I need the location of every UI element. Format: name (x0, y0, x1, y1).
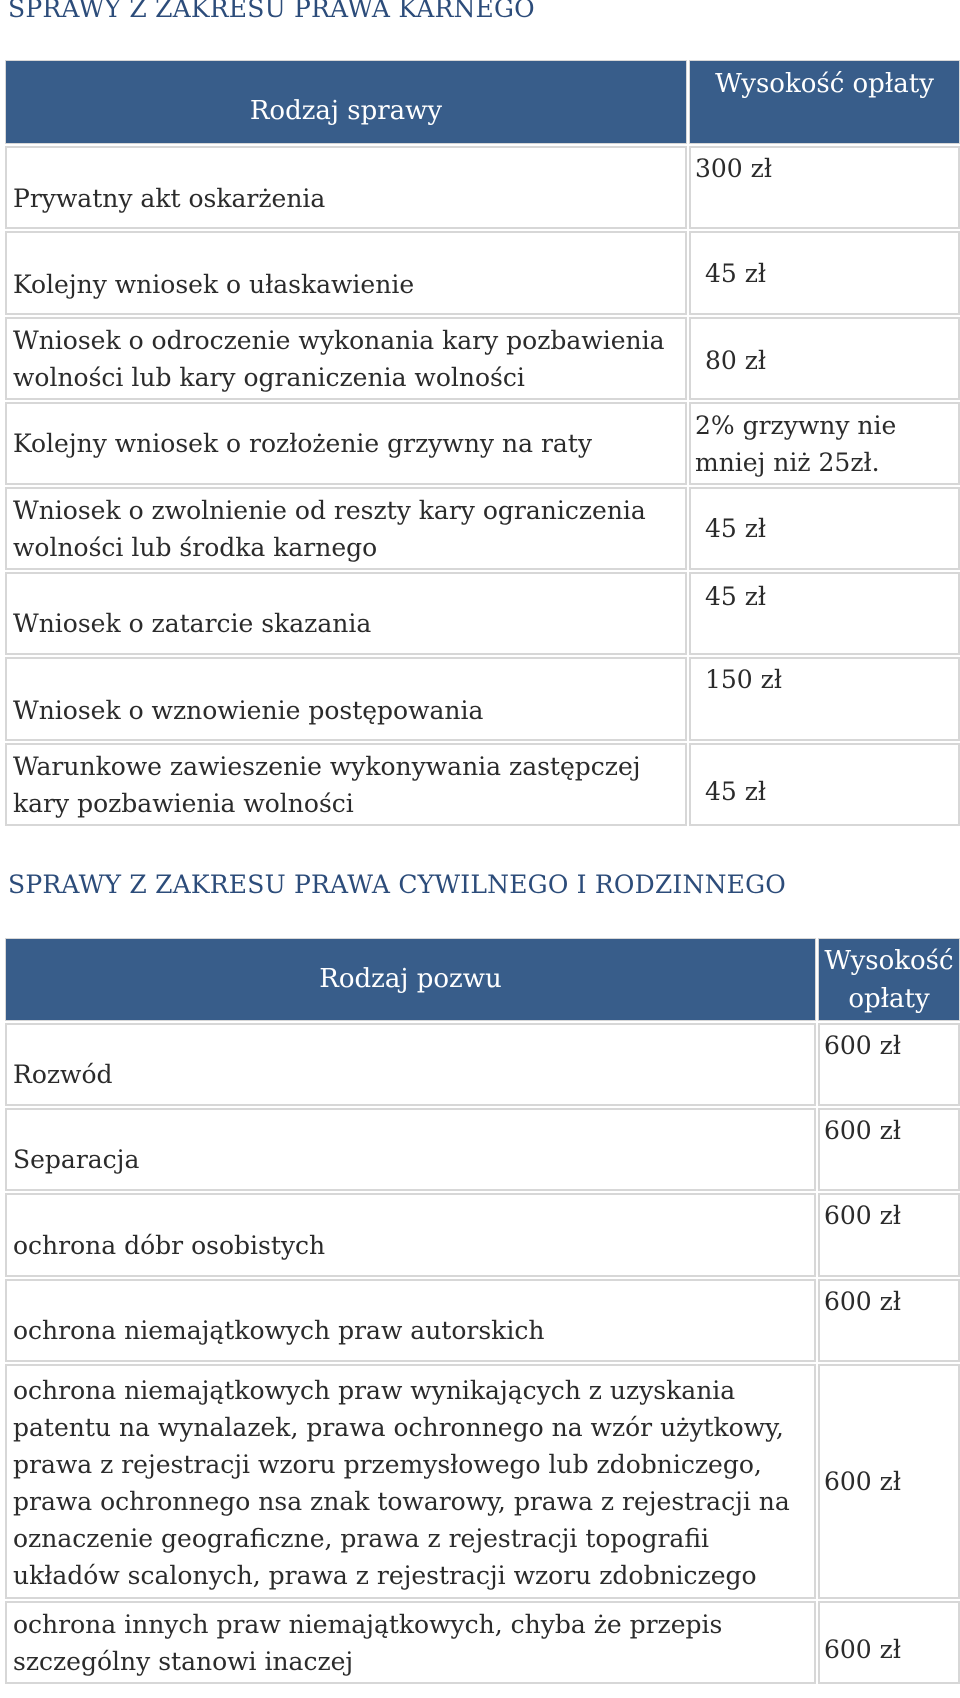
fee-cell: 45 zł (689, 231, 960, 315)
table-row (5, 1023, 960, 1106)
case-type-cell: Wniosek o zatarcie skazania (5, 572, 687, 655)
table-row (5, 402, 960, 485)
column-header-fee: Wysokość opłaty (689, 60, 960, 144)
civil-fees-table (3, 936, 960, 1686)
criminal-section-title: SPRAWY Z ZAKRESU PRAWA KARNEGO (8, 0, 535, 23)
case-type-cell: Wniosek o wznowienie postępowania (5, 657, 687, 741)
case-type-cell: Kolejny wniosek o ułaskawienie (5, 231, 687, 315)
fee-cell: 600 zł (818, 1279, 960, 1362)
table-row (5, 231, 960, 315)
table-header-row (5, 938, 960, 1021)
lawsuit-type-cell: ochrona dóbr osobistych (5, 1193, 816, 1277)
table-row (5, 657, 960, 741)
fee-cell: 45 zł (689, 487, 960, 570)
lawsuit-type-cell: ochrona niemajątkowych praw autorskich (5, 1279, 816, 1362)
fee-cell: 600 zł (818, 1193, 960, 1277)
fee-cell: 45 zł (689, 743, 960, 826)
fee-cell: 150 zł (689, 657, 960, 741)
fee-cell: 600 zł (818, 1364, 960, 1599)
lawsuit-type-cell: Separacja (5, 1108, 816, 1191)
case-type-cell: Warunkowe zawieszenie wykonywania zastępczej kary pozbawienia wolności (5, 743, 687, 826)
column-header-case-type: Rodzaj sprawy (5, 60, 687, 144)
lawsuit-type-cell: ochrona niemajątkowych praw wynikających z uzyskania patentu na wynalazek, prawa ochronnego na wzór użytkowy, prawa z rejestracji wzoru przemysłowego lub zdobniczego, prawa ochronnego nsa znak towarowy, prawa z rejestracji na oznaczenie geograficzne, prawa z rejestracji topografii układów scalonych, prawa z rejestracji wzoru zdobniczego (5, 1364, 816, 1599)
fee-cell: 600 zł (818, 1108, 960, 1191)
table-row (5, 487, 960, 570)
criminal-fees-table (3, 58, 960, 828)
case-type-cell: Prywatny akt oskarżenia (5, 146, 687, 229)
fee-cell: 45 zł (689, 572, 960, 655)
table-row (5, 146, 960, 229)
table-row (5, 743, 960, 826)
column-header-fee: Wysokość opłaty (818, 938, 960, 1021)
case-type-cell: Wniosek o odroczenie wykonania kary pozbawienia wolności lub kary ograniczenia wolności (5, 317, 687, 400)
lawsuit-type-cell: ochrona innych praw niemajątkowych, chyba że przepis szczególny stanowi inaczej (5, 1601, 816, 1684)
table-row (5, 1193, 960, 1277)
case-type-cell: Kolejny wniosek o rozłożenie grzywny na raty (5, 402, 687, 485)
table-row (5, 1364, 960, 1599)
table-row (5, 1279, 960, 1362)
civil-section-title: SPRAWY Z ZAKRESU PRAWA CYWILNEGO I RODZINNEGO (8, 870, 786, 899)
table-header-row (5, 60, 960, 144)
column-header-lawsuit-type: Rodzaj pozwu (5, 938, 816, 1021)
fee-cell: 2% grzywny nie mniej niż 25zł. (689, 402, 960, 485)
fee-cell: 300 zł (689, 146, 960, 229)
table-row (5, 1108, 960, 1191)
table-row (5, 317, 960, 400)
fee-cell: 80 zł (689, 317, 960, 400)
fee-cell: 600 zł (818, 1601, 960, 1684)
lawsuit-type-cell: Rozwód (5, 1023, 816, 1106)
table-row (5, 572, 960, 655)
case-type-cell: Wniosek o zwolnienie od reszty kary ograniczenia wolności lub środka karnego (5, 487, 687, 570)
fee-cell: 600 zł (818, 1023, 960, 1106)
table-row (5, 1601, 960, 1684)
